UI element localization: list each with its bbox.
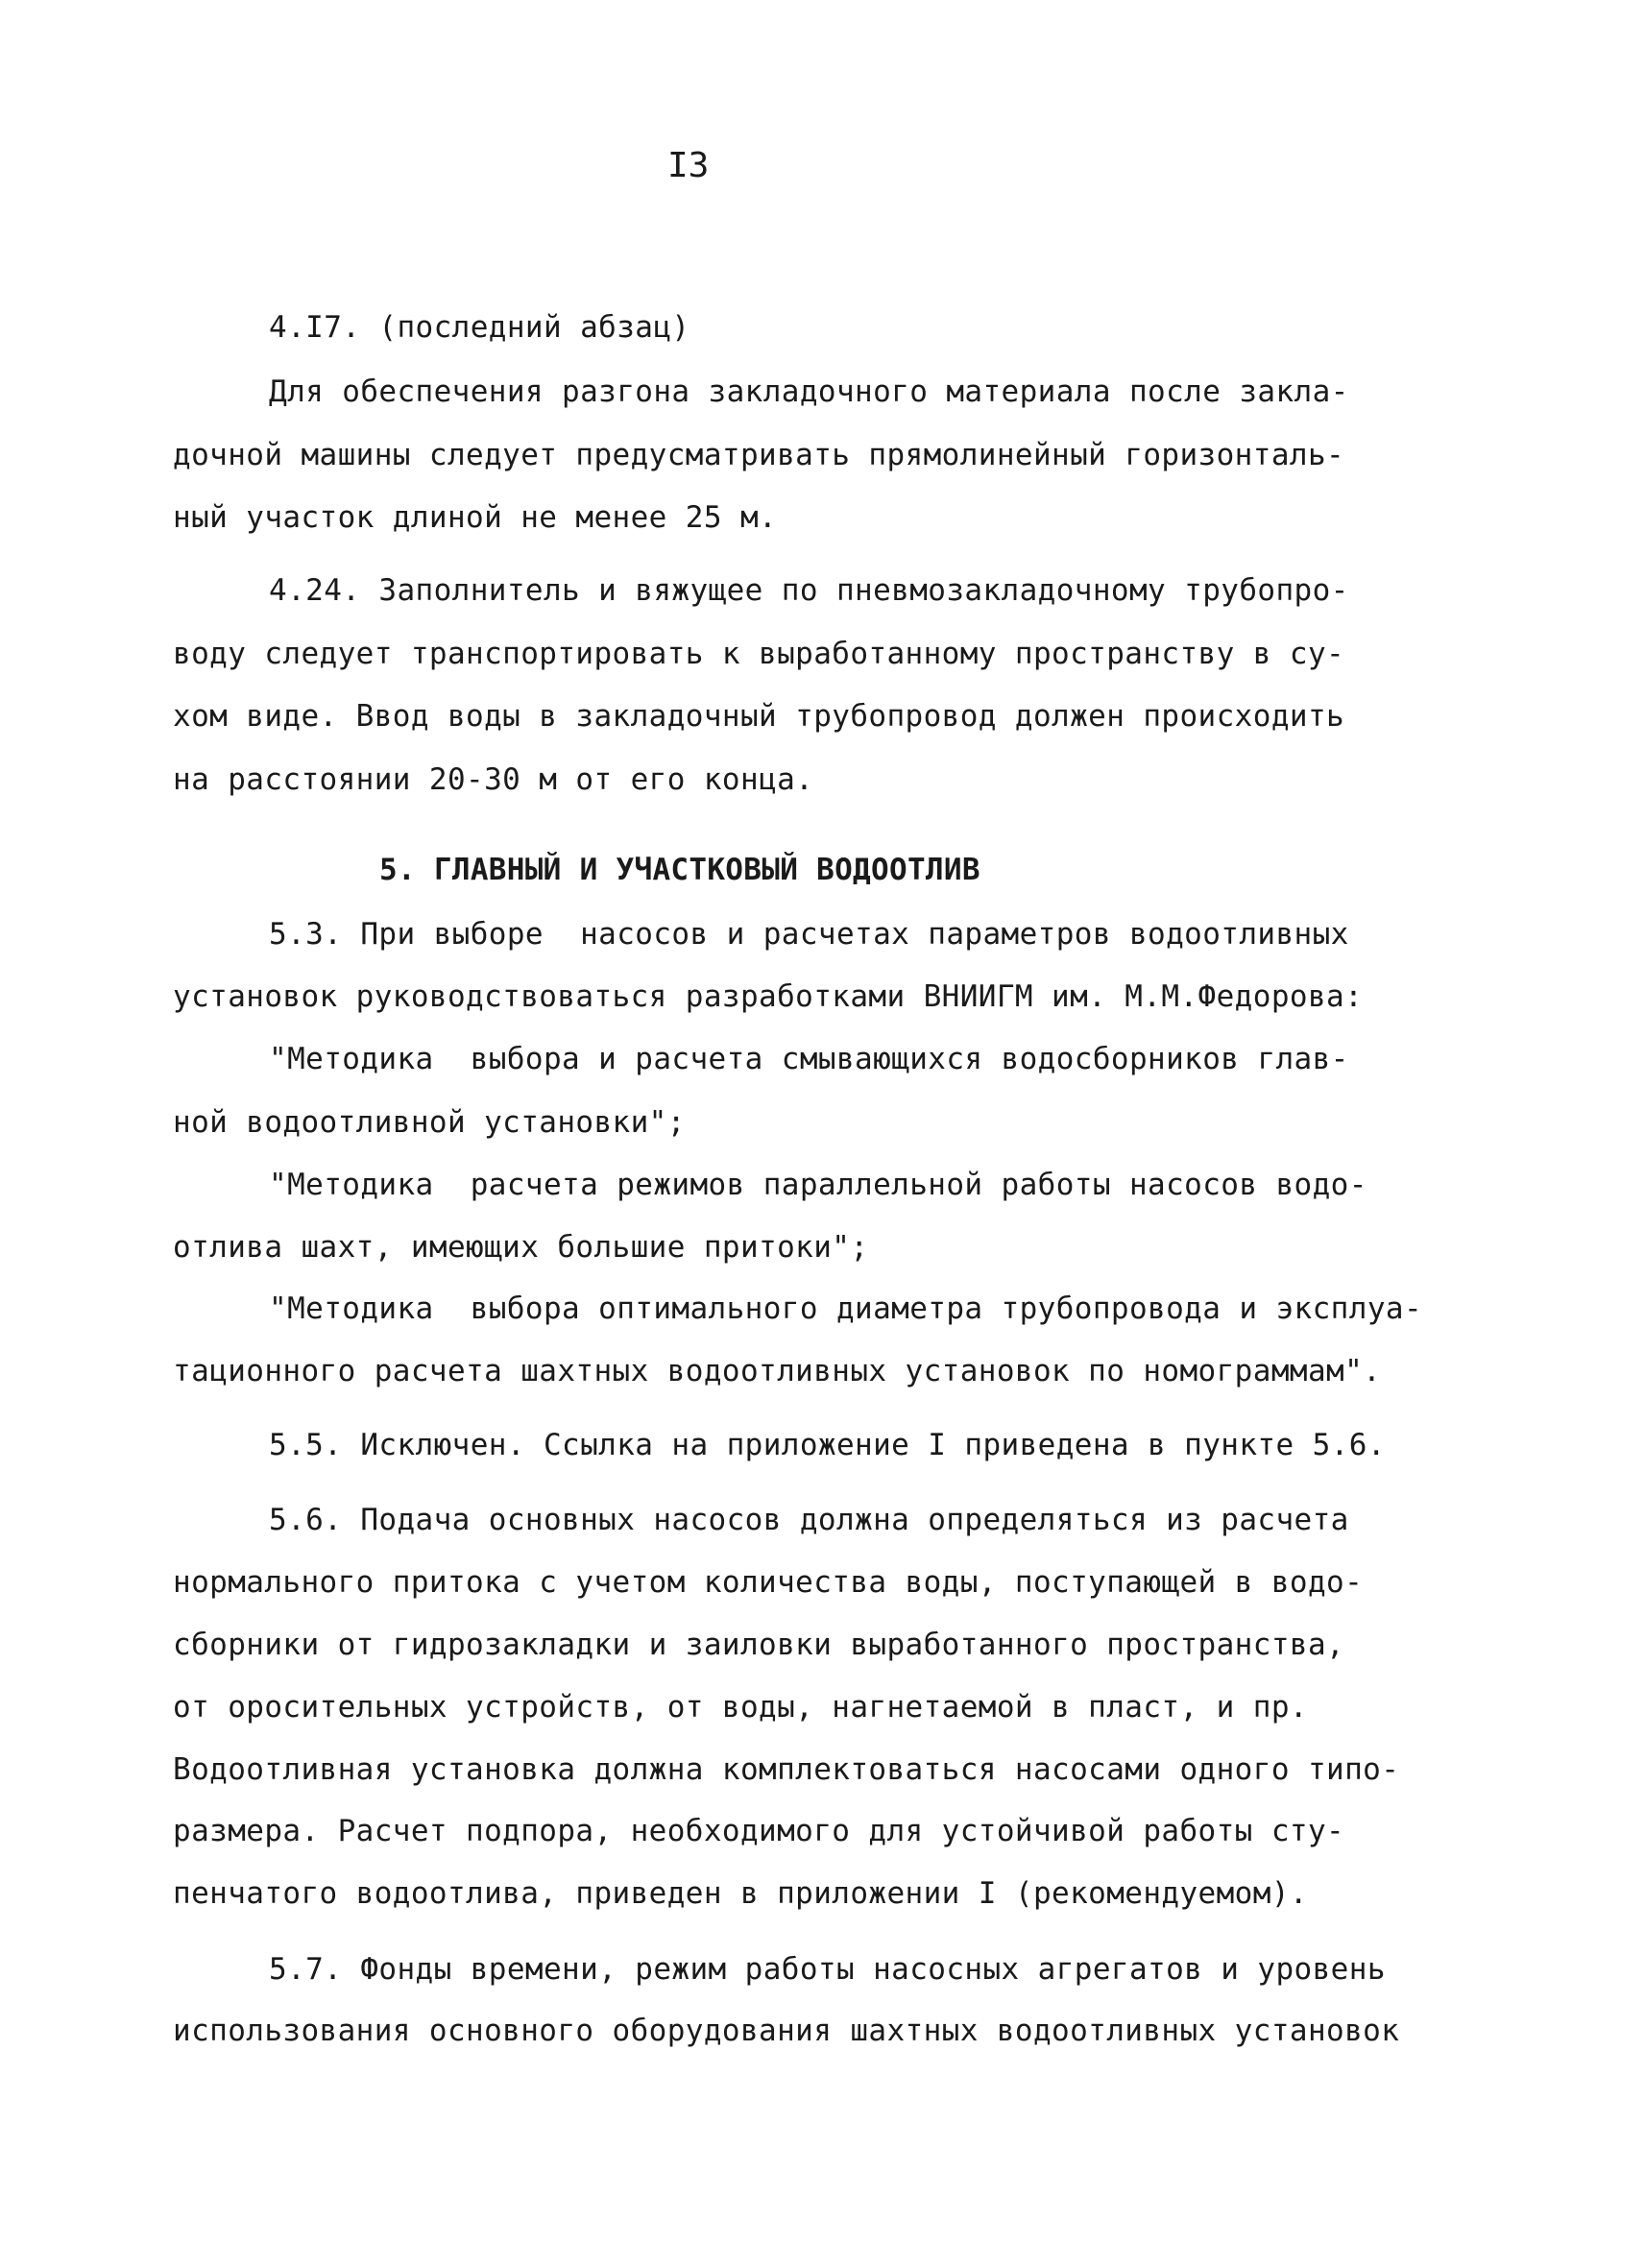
page-number: I3 xyxy=(667,146,710,185)
clause-4-17-title: 4.I7. (последний абзац) xyxy=(269,310,690,345)
clause-5-3-line: тационного расчета шахтных водоотливных установок по номограммам". xyxy=(173,1354,1382,1388)
clause-4-24-line: 4.24. Заполнитель и вяжущее по пневмозакладочному трубопро- xyxy=(269,573,1349,608)
clause-5-6-line: пенчатого водоотлива, приведен в приложении I (рекомендуемом). xyxy=(173,1876,1308,1911)
clause-5-6-line: нормального притока с учетом количества воды, поступающей в водо- xyxy=(173,1565,1364,1600)
clause-5-3-line: ной водоотливной установки"; xyxy=(173,1105,686,1140)
clause-4-17-line: Для обеспечения разгона закладочного материала после закла- xyxy=(269,374,1349,409)
clause-5-6-line: размера. Расчет подпора, необходимого для устойчивой работы сту- xyxy=(173,1814,1345,1848)
clause-5-3-line: "Методика расчета режимов параллельной работы насосов водо- xyxy=(269,1168,1367,1202)
clause-5-6-line: 5.6. Подача основных насосов должна определяться из расчета xyxy=(269,1503,1349,1537)
clause-5-7-line: 5.7. Фонды времени, режим работы насосных агрегатов и уровень xyxy=(269,1952,1386,1987)
clause-5-3-line: "Методика выбора оптимального диаметра трубопровода и эксплуа- xyxy=(269,1291,1423,1326)
clause-5-6-line: сборники от гидрозакладки и заиловки выработанного пространства, xyxy=(173,1628,1345,1662)
clause-4-24-line: воду следует транспортировать к выработанному пространству в су- xyxy=(173,637,1345,671)
clause-4-17-line: ный участок длиной не менее 25 м. xyxy=(173,500,778,535)
clause-5-6-line: от оросительных устройств, от воды, нагнетаемой в пласт, и пр. xyxy=(173,1690,1308,1725)
section-5-heading: 5. ГЛАВНЫЙ И УЧАСТКОВЫЙ ВОДООТЛИВ xyxy=(379,853,980,887)
clause-5-7-line: использования основного оборудования шахтных водоотливных установок xyxy=(173,2014,1400,2048)
clause-5-3-line: установок руководствоваться разработками ВНИИГМ им. М.М.Федорова: xyxy=(173,979,1364,1014)
clause-4-24-line: хом виде. Ввод воды в закладочный трубопровод должен происходить xyxy=(173,699,1345,734)
clause-4-24-line: на расстоянии 20-30 м от его конца. xyxy=(173,762,814,797)
clause-5-3-line: отлива шахт, имеющих большие притоки"; xyxy=(173,1230,869,1265)
clause-5-5: 5.5. Исключен. Ссылка на приложение I приведена в пункте 5.6. xyxy=(269,1428,1386,1462)
clause-5-6-line: Водоотливная установка должна комплектоваться насосами одного типо- xyxy=(173,1752,1400,1787)
clause-5-3-line: 5.3. При выборе насосов и расчетах параметров водоотливных xyxy=(269,917,1349,952)
clause-5-3-line: "Методика выбора и расчета смывающихся водосборников глав- xyxy=(269,1042,1349,1076)
clause-4-17-line: дочной машины следует предусматривать прямолинейный горизонталь- xyxy=(173,438,1345,472)
